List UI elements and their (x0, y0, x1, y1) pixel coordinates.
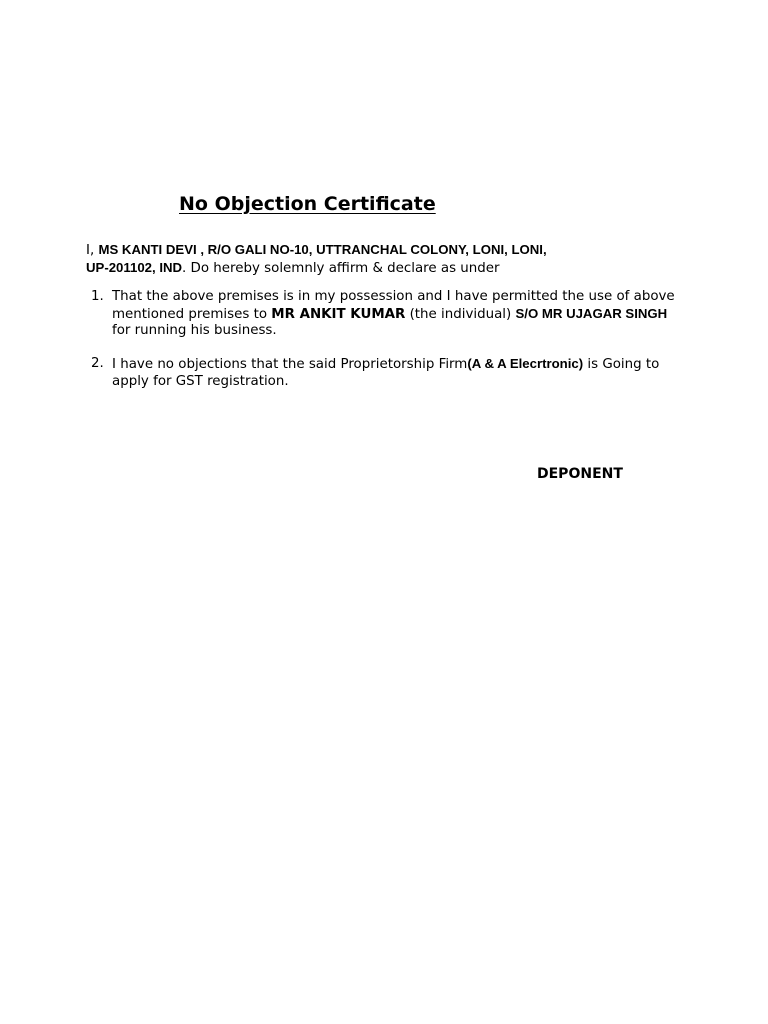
item-text: That the above premises is in my possession and I have permitted the use of above mentioned premises to (112, 289, 675, 322)
item-number: 1. (91, 289, 104, 304)
document-title: No Objection Certificate (179, 193, 436, 215)
item-text: is Going to apply for GST registration. (112, 357, 660, 389)
permitted-person: MR ANKIT KUMAR (271, 306, 406, 322)
declaration-list (91, 289, 681, 407)
intro-paragraph (86, 241, 706, 277)
item-text: I have no objections that the said Proprietorship Firm (112, 357, 468, 372)
declaration-item-2 (91, 356, 681, 390)
declaration-item-1 (91, 289, 681, 340)
item-number: 2. (91, 356, 104, 371)
firm-name: (A & A Elecrtronic) (467, 356, 584, 371)
intro-prefix: I, (86, 243, 95, 258)
intro-suffix: . Do hereby solemnly affirm & declare as under (182, 261, 500, 276)
name-address-line2: UP-201102, IND (86, 260, 183, 275)
item-text: for running his business. (112, 323, 277, 338)
name-address-line1: MS KANTI DEVI , R/O GALI NO-10, UTTRANCHAL COLONY, LONI, LONI, (98, 242, 547, 257)
person-relation: S/O MR UJAGAR SINGH (515, 305, 668, 321)
signature-label: DEPONENT (537, 466, 623, 482)
item-text: (the individual) (405, 306, 516, 322)
